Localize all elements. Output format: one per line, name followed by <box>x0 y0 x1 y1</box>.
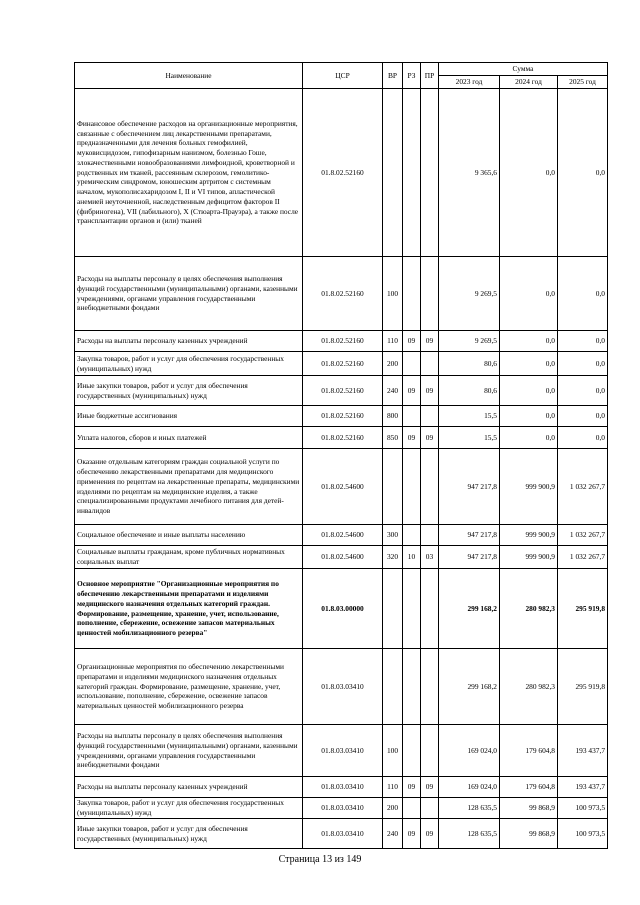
budget-table <box>74 62 608 849</box>
table-row <box>75 376 608 406</box>
row-sum-2025: 193 437,7 <box>558 725 608 777</box>
row-name: Оказание отдельным категориям граждан социальной услуги по обеспечению лекарственными препаратами для медицинского применения по рецептам на лекарственные препараты, медицинскими изделиями по рецептам на медицинские изделия, а также специализированными продуктами лечебного питания для детей-инвалидов <box>75 449 303 525</box>
table-row <box>75 331 608 352</box>
table-row <box>75 725 608 777</box>
row-sum-2025: 0,0 <box>558 427 608 449</box>
row-csr: 01.8.02.54600 <box>303 525 383 546</box>
row-vr: 100 <box>383 257 403 331</box>
row-pr: 09 <box>421 376 439 406</box>
row-sum-2023: 80,6 <box>439 376 500 406</box>
header-csr: ЦСР <box>303 63 383 89</box>
row-rz <box>403 525 421 546</box>
row-sum-2024: 0,0 <box>500 352 558 376</box>
row-csr: 01.8.02.52160 <box>303 406 383 427</box>
header-year-2025: 2025 год <box>558 76 608 89</box>
row-pr <box>421 569 439 649</box>
row-sum-2024: 179 604,8 <box>500 777 558 798</box>
row-sum-2025: 1 032 267,7 <box>558 449 608 525</box>
table-row <box>75 89 608 257</box>
row-rz <box>403 406 421 427</box>
row-name: Уплата налогов, сборов и иных платежей <box>75 427 303 449</box>
row-name: Основное мероприятие "Организационные мероприятия по обеспечению лекарственными препаратами и изделиями медицинского назначения отдельных категорий граждан. Формирование, размещение, хранение, учет, использование, пополнение, сбережение, освежение запасов материальных ценностей мобилизационного резерва" <box>75 569 303 649</box>
row-sum-2025: 0,0 <box>558 352 608 376</box>
row-csr: 01.8.03.03410 <box>303 649 383 725</box>
row-sum-2025: 295 919,8 <box>558 569 608 649</box>
row-sum-2023: 15,5 <box>439 406 500 427</box>
row-vr: 200 <box>383 352 403 376</box>
row-sum-2023: 169 024,0 <box>439 725 500 777</box>
row-vr: 110 <box>383 331 403 352</box>
row-csr: 01.8.03.03410 <box>303 777 383 798</box>
row-sum-2024: 179 604,8 <box>500 725 558 777</box>
row-sum-2025: 0,0 <box>558 89 608 257</box>
row-sum-2024: 0,0 <box>500 376 558 406</box>
row-name: Организационные мероприятия по обеспечению лекарственными препаратами и изделиями медицинского назначения отдельных категорий граждан. Формирование, размещение, хранение, учет, использование, пополнение, сбережение, освежение запасов материальных ценностей мобилизационного резерва <box>75 649 303 725</box>
row-sum-2024: 280 982,3 <box>500 649 558 725</box>
row-csr: 01.8.02.52160 <box>303 376 383 406</box>
row-vr: 320 <box>383 546 403 569</box>
row-name: Социальные выплаты гражданам, кроме публичных нормативных социальных выплат <box>75 546 303 569</box>
row-name: Социальное обеспечение и иные выплаты населению <box>75 525 303 546</box>
row-csr: 01.8.02.52160 <box>303 257 383 331</box>
row-name: Закупка товаров, работ и услуг для обеспечения государственных (муниципальных) нужд <box>75 352 303 376</box>
row-rz <box>403 352 421 376</box>
row-sum-2024: 0,0 <box>500 257 558 331</box>
row-rz: 09 <box>403 777 421 798</box>
row-name: Иные закупки товаров, работ и услуг для обеспечения государственных (муниципальных) нужд <box>75 819 303 849</box>
row-sum-2023: 9 269,5 <box>439 257 500 331</box>
row-pr <box>421 257 439 331</box>
row-rz <box>403 725 421 777</box>
header-name: Наименование <box>75 63 303 89</box>
row-csr: 01.8.03.03410 <box>303 819 383 849</box>
table-row <box>75 525 608 546</box>
row-vr <box>383 89 403 257</box>
row-sum-2025: 100 973,5 <box>558 819 608 849</box>
row-sum-2023: 9 365,6 <box>439 89 500 257</box>
row-vr: 240 <box>383 819 403 849</box>
row-rz <box>403 798 421 819</box>
row-rz <box>403 449 421 525</box>
row-pr <box>421 725 439 777</box>
row-sum-2023: 299 168,2 <box>439 569 500 649</box>
row-sum-2023: 169 024,0 <box>439 777 500 798</box>
row-csr: 01.8.02.52160 <box>303 89 383 257</box>
row-csr: 01.8.02.54600 <box>303 546 383 569</box>
row-vr: 850 <box>383 427 403 449</box>
row-rz <box>403 89 421 257</box>
row-vr: 110 <box>383 777 403 798</box>
table-row <box>75 546 608 569</box>
row-pr <box>421 406 439 427</box>
row-vr <box>383 569 403 649</box>
table-row <box>75 798 608 819</box>
row-sum-2025: 1 032 267,7 <box>558 546 608 569</box>
row-vr: 200 <box>383 798 403 819</box>
row-name: Расходы на выплаты персоналу казенных учреждений <box>75 777 303 798</box>
row-pr: 09 <box>421 777 439 798</box>
page-number: Страница 13 из 149 <box>278 854 362 865</box>
row-sum-2024: 0,0 <box>500 331 558 352</box>
row-sum-2025: 0,0 <box>558 257 608 331</box>
row-pr: 03 <box>421 546 439 569</box>
row-sum-2025: 100 973,5 <box>558 798 608 819</box>
row-sum-2023: 128 635,5 <box>439 819 500 849</box>
row-sum-2023: 80,6 <box>439 352 500 376</box>
row-sum-2025: 193 437,7 <box>558 777 608 798</box>
row-sum-2023: 128 635,5 <box>439 798 500 819</box>
row-pr <box>421 352 439 376</box>
row-sum-2023: 947 217,8 <box>439 525 500 546</box>
header-pr: ПР <box>421 63 439 89</box>
row-pr <box>421 449 439 525</box>
row-vr: 800 <box>383 406 403 427</box>
row-csr: 01.8.02.52160 <box>303 352 383 376</box>
row-vr <box>383 649 403 725</box>
row-name: Расходы на выплаты персоналу казенных учреждений <box>75 331 303 352</box>
row-sum-2024: 0,0 <box>500 406 558 427</box>
row-pr <box>421 89 439 257</box>
row-sum-2023: 9 269,5 <box>439 331 500 352</box>
row-name: Закупка товаров, работ и услуг для обеспечения государственных (муниципальных) нужд <box>75 798 303 819</box>
row-csr: 01.8.02.52160 <box>303 427 383 449</box>
row-sum-2025: 0,0 <box>558 376 608 406</box>
row-name: Расходы на выплаты персоналу в целях обеспечения выполнения функций государственными (муниципальными) органами, казенными учреждениями, органами управления государственными внебюджетными фондами <box>75 725 303 777</box>
row-rz: 09 <box>403 331 421 352</box>
row-csr: 01.8.03.03410 <box>303 798 383 819</box>
header-vr: ВР <box>383 63 403 89</box>
table-row <box>75 257 608 331</box>
row-sum-2023: 15,5 <box>439 427 500 449</box>
row-pr: 09 <box>421 819 439 849</box>
row-sum-2024: 999 900,9 <box>500 525 558 546</box>
row-sum-2024: 0,0 <box>500 89 558 257</box>
row-sum-2024: 0,0 <box>500 427 558 449</box>
row-rz: 09 <box>403 376 421 406</box>
row-pr <box>421 798 439 819</box>
row-sum-2024: 999 900,9 <box>500 546 558 569</box>
table-row <box>75 406 608 427</box>
table-row <box>75 352 608 376</box>
row-pr <box>421 649 439 725</box>
row-sum-2024: 99 868,9 <box>500 798 558 819</box>
row-pr <box>421 525 439 546</box>
row-name: Иные бюджетные ассигнования <box>75 406 303 427</box>
row-sum-2025: 1 032 267,7 <box>558 525 608 546</box>
row-csr: 01.8.03.03410 <box>303 725 383 777</box>
row-vr: 240 <box>383 376 403 406</box>
header-sum: Сумма <box>439 63 608 76</box>
table-row <box>75 427 608 449</box>
row-rz <box>403 569 421 649</box>
table-row <box>75 777 608 798</box>
table-body <box>75 89 608 849</box>
row-sum-2023: 299 168,2 <box>439 649 500 725</box>
row-pr: 09 <box>421 331 439 352</box>
header-year-2023: 2023 год <box>439 76 500 89</box>
header-rz: РЗ <box>403 63 421 89</box>
row-sum-2025: 295 919,8 <box>558 649 608 725</box>
row-rz <box>403 649 421 725</box>
row-vr <box>383 449 403 525</box>
row-rz <box>403 257 421 331</box>
row-sum-2023: 947 217,8 <box>439 449 500 525</box>
row-vr: 300 <box>383 525 403 546</box>
row-csr: 01.8.02.54600 <box>303 449 383 525</box>
row-sum-2024: 280 982,3 <box>500 569 558 649</box>
row-sum-2024: 99 868,9 <box>500 819 558 849</box>
row-csr: 01.8.03.00000 <box>303 569 383 649</box>
row-name: Иные закупки товаров, работ и услуг для обеспечения государственных (муниципальных) нужд <box>75 376 303 406</box>
row-rz: 09 <box>403 427 421 449</box>
table-row <box>75 569 608 649</box>
row-sum-2024: 999 900,9 <box>500 449 558 525</box>
row-csr: 01.8.02.52160 <box>303 331 383 352</box>
table-row <box>75 819 608 849</box>
row-rz: 10 <box>403 546 421 569</box>
table-row <box>75 449 608 525</box>
row-name: Расходы на выплаты персоналу в целях обеспечения выполнения функций государственными (муниципальными) органами, казенными учреждениями, органами управления государственными внебюджетными фондами <box>75 257 303 331</box>
row-rz: 09 <box>403 819 421 849</box>
row-sum-2025: 0,0 <box>558 331 608 352</box>
row-vr: 100 <box>383 725 403 777</box>
row-sum-2025: 0,0 <box>558 406 608 427</box>
table-row <box>75 649 608 725</box>
row-name: Финансовое обеспечение расходов на организационные мероприятия, связанные с обеспечением лиц лекарственными препаратами, предназначенными для лечения больных гемофилией, муковисцидозом, гипофизарным нанизмом, болезнью Гоше, злокачественными новообразованиями лимфоидной, кроветворной и родственных им тканей, рассеянным склерозом, гемолитико-уремическим синдромом, юношеским артритом с системным началом, мукополисахаридозом I, II и VI типов, апластической анемией неуточненной, наследственным дефицитом факторов II (фибриногена), VII (лабильного), X (Стюарта-Прауэра), а также после трансплантации органов и (или) тканей <box>75 89 303 257</box>
header-year-2024: 2024 год <box>500 76 558 89</box>
row-pr: 09 <box>421 427 439 449</box>
row-sum-2023: 947 217,8 <box>439 546 500 569</box>
